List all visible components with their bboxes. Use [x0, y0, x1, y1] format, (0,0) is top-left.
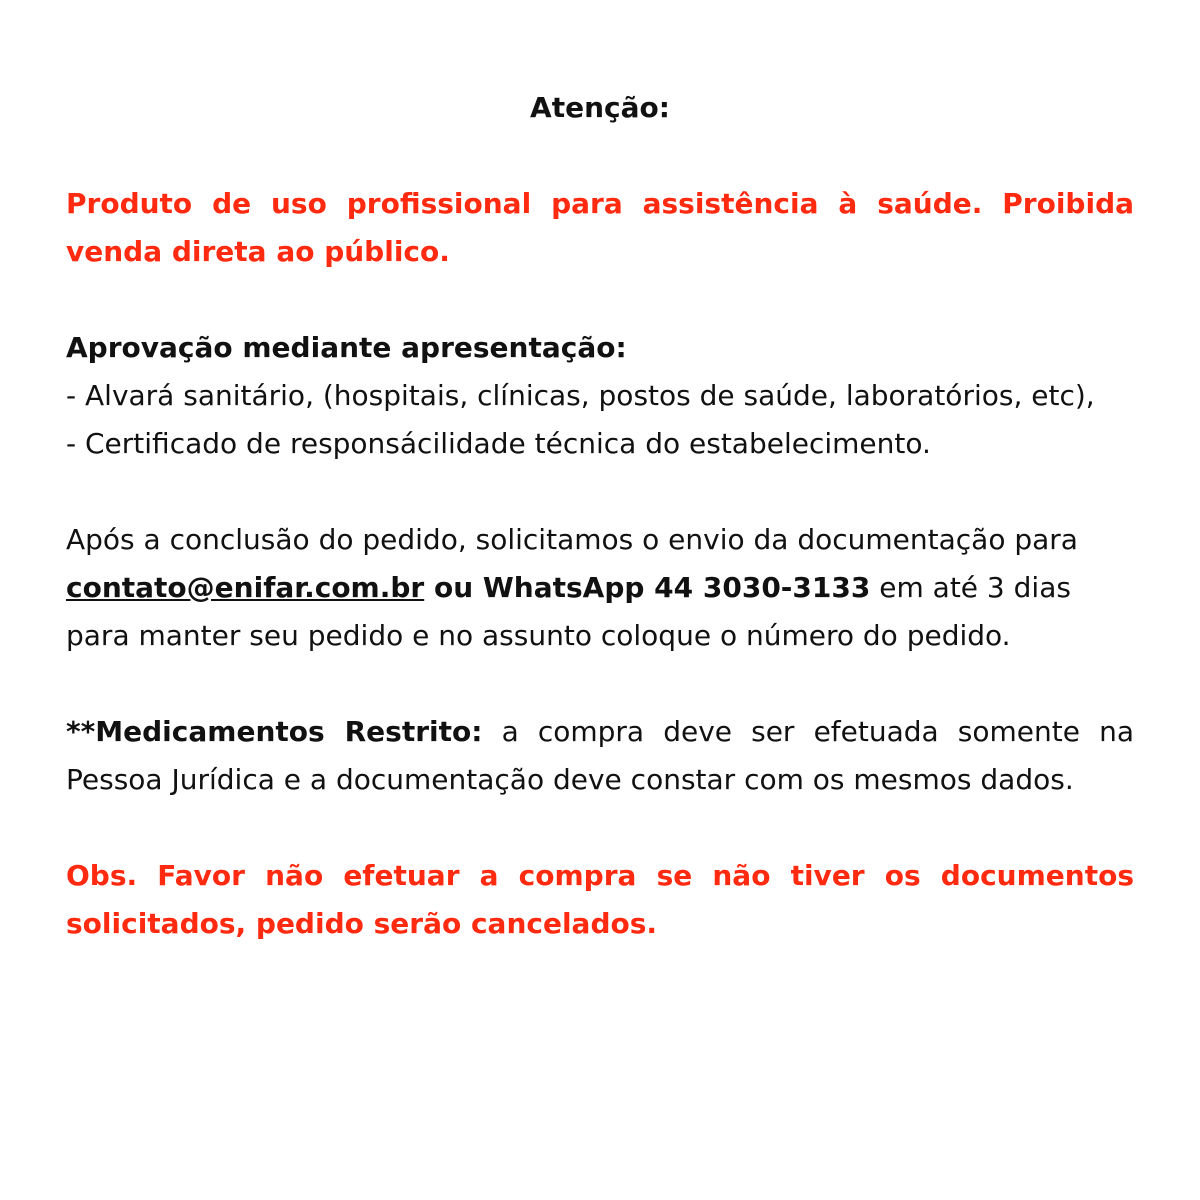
restricted-medications-paragraph — [66, 708, 1134, 804]
professional-use-warning: Produto de uso profissional para assistência à saúde. Proibida venda direta ao público. — [66, 187, 1134, 268]
restricted-label: **Medicamentos Restrito: — [66, 715, 483, 748]
spacer — [66, 276, 1134, 324]
spacer — [66, 132, 1134, 180]
restricted-text: a compra deve ser efetuada somente na Pessoa Jurídica e a documentação deve constar com os mesmos dados. — [66, 715, 1134, 796]
approval-item-certificado: - Certificado de responsácilidade técnica do estabelecimento. — [66, 427, 931, 460]
whatsapp-contact: ou WhatsApp 44 3030-3133 — [424, 571, 871, 604]
notice-document — [66, 84, 1134, 948]
spacer — [66, 468, 1134, 516]
after-order-text-after: em até 3 dias para manter seu pedido e no assunto coloque o número do pedido. — [66, 571, 1071, 652]
after-order-text-before: Após a conclusão do pedido, solicitamos o envio da documentação para — [66, 523, 1078, 556]
page-title: Atenção: — [530, 91, 670, 124]
after-order-paragraph — [66, 516, 1134, 660]
approval-item-alvara: - Alvará sanitário, (hospitais, clínicas, postos de saúde, laboratórios, etc), — [66, 379, 1095, 412]
obs-warning: Obs. Favor não efetuar a compra se não tiver os documentos solicitados, pedido serão cancelados. — [66, 859, 1134, 940]
spacer — [66, 804, 1134, 852]
spacer — [66, 660, 1134, 708]
approval-heading: Aprovação mediante apresentação: — [66, 331, 627, 364]
contact-email-link[interactable]: contato@enifar.com.br — [66, 571, 425, 604]
